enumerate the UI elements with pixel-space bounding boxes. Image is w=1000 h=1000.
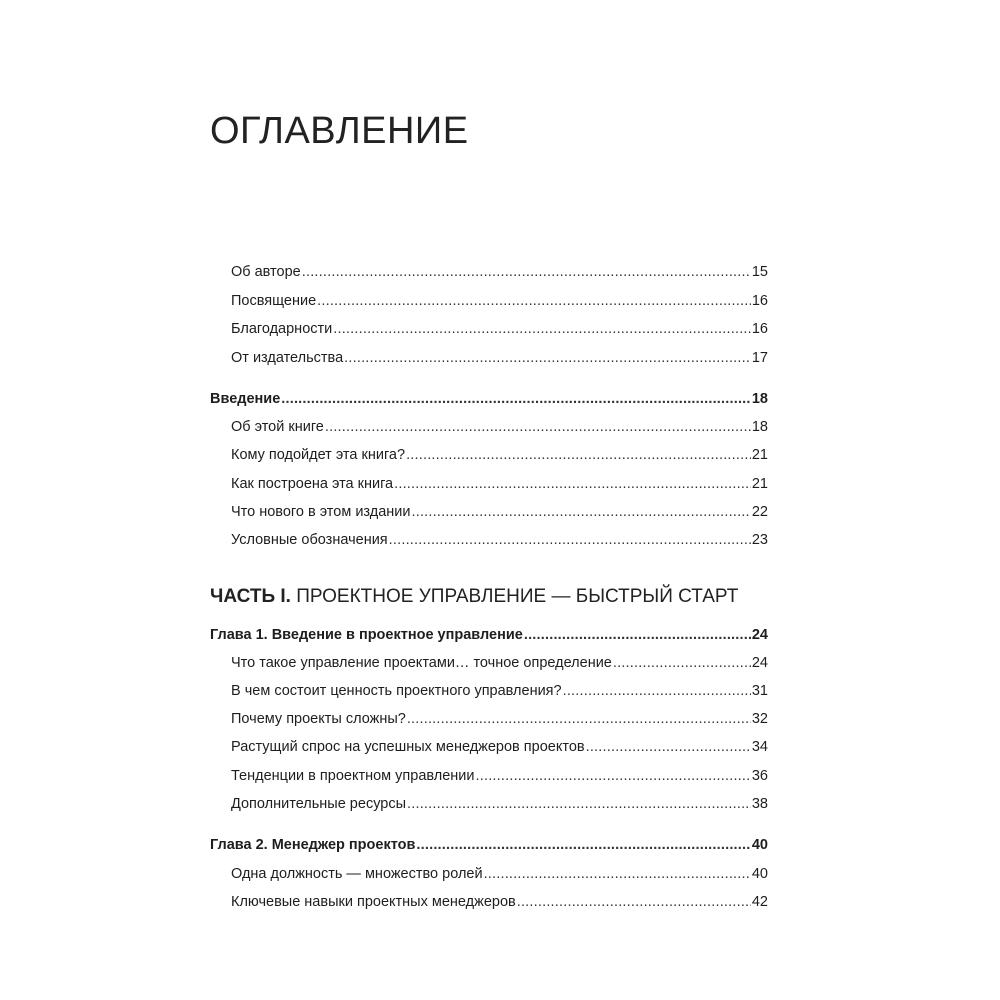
toc-entry-label: Дополнительные ресурсы bbox=[231, 796, 407, 812]
toc-dot-leader bbox=[281, 389, 751, 409]
toc-dot-leader bbox=[389, 530, 751, 550]
toc-dot-leader bbox=[613, 653, 751, 673]
toc-dot-leader bbox=[484, 864, 751, 884]
toc-entry-label: От издательства bbox=[231, 350, 344, 366]
toc-page-number: 16 bbox=[751, 321, 768, 337]
toc-page-number: 23 bbox=[751, 532, 768, 548]
toc-entry-label: Как построена эта книга bbox=[231, 476, 394, 492]
toc-entry[interactable] bbox=[231, 445, 768, 465]
toc-page-number: 40 bbox=[751, 837, 768, 853]
toc-entry-label: Почему проекты сложны? bbox=[231, 711, 406, 727]
toc-entry-label: Условные обозначения bbox=[231, 532, 388, 548]
toc-entry-label: Что такое управление проектами… точное определение bbox=[231, 655, 612, 671]
toc-entry-dedication[interactable] bbox=[231, 291, 768, 311]
toc-dot-leader bbox=[416, 835, 750, 855]
toc-entry-chapter-2[interactable] bbox=[210, 835, 768, 855]
toc-page-number: 38 bbox=[751, 796, 768, 812]
toc-entry-label: Благодарности bbox=[231, 321, 333, 337]
toc-dot-leader bbox=[586, 737, 751, 757]
toc-entry[interactable] bbox=[231, 417, 768, 437]
toc-entry-label: Одна должность — множество ролей bbox=[231, 866, 483, 882]
part-title: ПРОЕКТНОЕ УПРАВЛЕНИЕ — БЫСТРЫЙ СТАРТ bbox=[296, 586, 739, 607]
toc-entry-introduction[interactable] bbox=[210, 389, 768, 409]
toc-entry-acknowledgements[interactable] bbox=[231, 319, 768, 339]
toc-entry[interactable] bbox=[231, 681, 768, 701]
toc-dot-leader bbox=[317, 291, 751, 311]
toc-dot-leader bbox=[407, 794, 751, 814]
toc-page-number: 31 bbox=[751, 683, 768, 699]
part-heading bbox=[210, 585, 738, 609]
toc-dot-leader bbox=[333, 319, 751, 339]
toc-entry[interactable] bbox=[231, 892, 768, 912]
toc-page-number: 18 bbox=[751, 419, 768, 435]
toc-page-number: 21 bbox=[751, 447, 768, 463]
toc-page-number: 18 bbox=[751, 391, 768, 407]
toc-dot-leader bbox=[412, 502, 751, 522]
toc-entry-chapter-1[interactable] bbox=[210, 625, 768, 645]
toc-dot-leader bbox=[517, 892, 751, 912]
toc-page-number: 36 bbox=[751, 768, 768, 784]
toc-dot-leader bbox=[407, 709, 751, 729]
toc-entry-label: Глава 1. Введение в проектное управление bbox=[210, 627, 523, 643]
toc-dot-leader bbox=[394, 474, 751, 494]
toc-entry[interactable] bbox=[231, 709, 768, 729]
toc-page-number: 24 bbox=[751, 627, 768, 643]
toc-entry[interactable] bbox=[231, 864, 768, 884]
toc-entry-from-publisher[interactable] bbox=[231, 348, 768, 368]
toc-entry-label: Глава 2. Менеджер проектов bbox=[210, 837, 416, 853]
toc-entry[interactable] bbox=[231, 737, 768, 757]
toc-entry-label: Об авторе bbox=[231, 264, 301, 280]
toc-page-number: 42 bbox=[751, 894, 768, 910]
toc-page-number: 21 bbox=[751, 476, 768, 492]
toc-entry-label: Растущий спрос на успешных менеджеров проектов bbox=[231, 739, 585, 755]
toc-page-number: 24 bbox=[751, 655, 768, 671]
toc-entry[interactable] bbox=[231, 502, 768, 522]
toc-page-number: 17 bbox=[751, 350, 768, 366]
toc-entry-label: Тенденции в проектном управлении bbox=[231, 768, 475, 784]
toc-page-number: 15 bbox=[751, 264, 768, 280]
toc-dot-leader bbox=[302, 262, 751, 282]
toc-entry[interactable] bbox=[231, 474, 768, 494]
toc-dot-leader bbox=[563, 681, 751, 701]
toc-page-number: 22 bbox=[751, 504, 768, 520]
toc-dot-leader bbox=[325, 417, 751, 437]
toc-entry[interactable] bbox=[231, 530, 768, 550]
toc-dot-leader bbox=[476, 766, 751, 786]
toc-entry-label: Ключевые навыки проектных менеджеров bbox=[231, 894, 516, 910]
toc-dot-leader bbox=[344, 348, 751, 368]
toc-entry[interactable] bbox=[231, 653, 768, 673]
toc-dot-leader bbox=[524, 625, 751, 645]
toc-entry-label: Кому подойдет эта книга? bbox=[231, 447, 406, 463]
toc-entry[interactable] bbox=[231, 794, 768, 814]
toc-page-number: 34 bbox=[751, 739, 768, 755]
toc-entry-label: Что нового в этом издании bbox=[231, 504, 411, 520]
toc-dot-leader bbox=[406, 445, 751, 465]
toc-entry-label: В чем состоит ценность проектного управления? bbox=[231, 683, 562, 699]
toc-entry[interactable] bbox=[231, 766, 768, 786]
toc-page-number: 40 bbox=[751, 866, 768, 882]
toc-entry-about-author[interactable] bbox=[231, 262, 768, 282]
toc-entry-label: Введение bbox=[210, 391, 281, 407]
toc-page-number: 32 bbox=[751, 711, 768, 727]
page-title: ОГЛАВЛЕНИЕ bbox=[210, 110, 469, 152]
toc-page-number: 16 bbox=[751, 293, 768, 309]
toc-entry-label: Об этой книге bbox=[231, 419, 324, 435]
part-number: ЧАСТЬ I. bbox=[210, 586, 291, 607]
toc-entry-label: Посвящение bbox=[231, 293, 317, 309]
